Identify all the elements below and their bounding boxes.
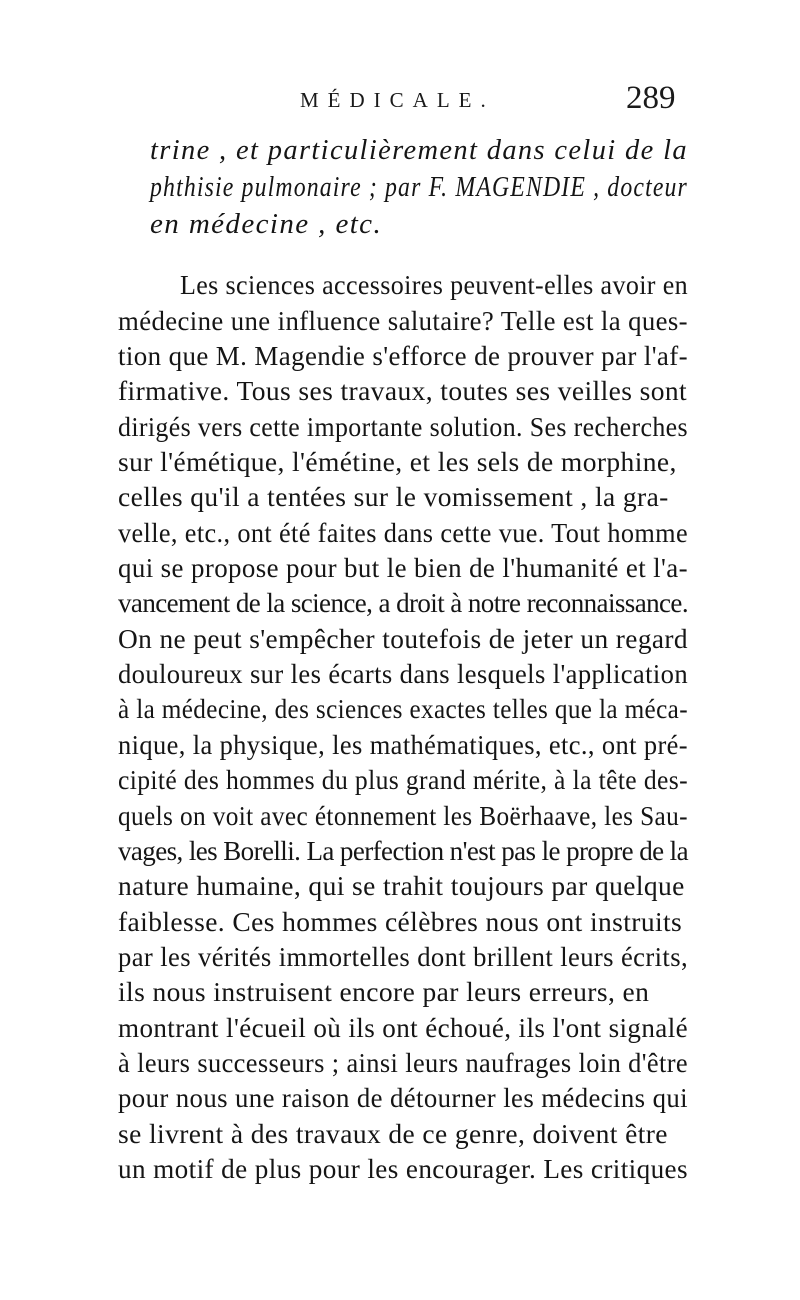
page-number: 289 <box>626 80 676 116</box>
book-page: MÉDICALE. 289 trine , et particulièrement dans celui de la phthisie pulmonaire ; par F. MAGENDIE , docteur en médecine , etc. Les sciences accessoires peuvent-elles avoir en médecine une influence salutaire? Telle est la ques- tion que M. Magendie s'efforce de prouver par l'af- firmative. Tous ses travaux, toutes ses veilles sont dirigés vers cette importante solution. Ses recherches sur l'émétique, l'émétine, et les sels de morphine, celles qu'il a tentées sur le vomissement , la gra- velle, etc., ont été faites dans cette vue. Tout homme qui se propose pour but le bien de l'humanité et l'a- vancement de la science, a droit à notre reconnaissance. On ne peut s'empêcher toutefois de jeter un regard douloureux sur les écarts dans lesquels l'application à la médecine, des sciences exactes telles que la méca- nique, la physique, les mathématiques, etc., ont pré- cipité des hommes du plus grand mérite, à la tête des- quels on voit avec étonnement les Boërhaave, les Sau- vages, les Borelli. La perfection n'est pas le propre de la nature humaine, qui se trahit toujours par quelque faiblesse. Ces hommes célèbres nous ont instruits par les vérités immortelles dont brillent leurs écrits, ils nous instruisent encore par leurs erreurs, en montrant l'écueil où ils ont échoué, ils l'ont signalé à leurs successeurs ; ainsi leurs naufrages loin d'être pour nous une raison de détourner les médecins qui se livrent à des travaux de ce genre, doivent être un motif de plus pour les encourager. Les critiques <box>118 80 689 1184</box>
running-head: MÉDICALE. <box>300 88 495 112</box>
